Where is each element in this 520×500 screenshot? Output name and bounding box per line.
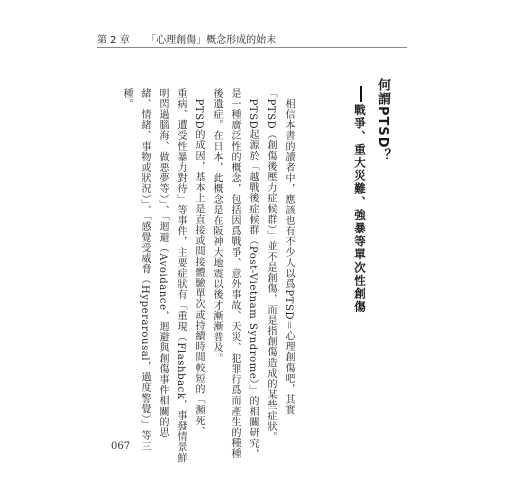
chapter-title: 「心理創傷」概念形成的始末 xyxy=(146,35,277,46)
body-line: 種。 xyxy=(121,88,132,110)
page-header xyxy=(97,31,276,46)
header-rule xyxy=(97,47,407,48)
page-number: 067 xyxy=(111,441,131,452)
body-line: 是一種廣泛性的概念，包括因爲戰爭、意外事故、天災、犯罪行爲而產生的種種 xyxy=(229,88,240,459)
section-subtitle: 戰爭、重大災難、強暴等單次性創傷 xyxy=(353,104,367,314)
body-line: 「PTSD（創傷後壓力症候群）」並不是創傷，而是指創傷造成的某些症狀。 xyxy=(265,88,276,443)
body-line: 明閃過腦海、做惡夢等）」、「迴避（Avoidance，迴避與創傷事件相關的思 xyxy=(157,88,168,438)
body-line: 後遺症。在日本，此概念是在阪神大地震以後才漸漸普及。 xyxy=(211,88,222,364)
subtitle-bar xyxy=(360,86,362,102)
body-line: 重病、遭受性暴力對待」等事件，主要症狀有「重現（Flashback，事發情景鮮 xyxy=(175,88,186,464)
body-line: PTSD起源於「越戰後症候群（Post-Vietnam Syndrome）」的相關研究， xyxy=(247,88,258,460)
section-title: 何謂PTSD？ xyxy=(375,78,390,163)
body-line: 緒、情緒、事物或狀況）」、「感覺受威脅（Hyperarousal，過度警覺）」等三 xyxy=(139,88,150,452)
body-line: 相信本書的讀者中，應該也有不少人以爲PTSD＝心理創傷吧，其實 xyxy=(283,88,294,416)
chapter-label: 第 2 章 xyxy=(97,35,130,46)
body-line: PTSD的成因，基本上是直接或間接體驗單次或持續時間較短的「瀕死、 xyxy=(193,88,204,437)
